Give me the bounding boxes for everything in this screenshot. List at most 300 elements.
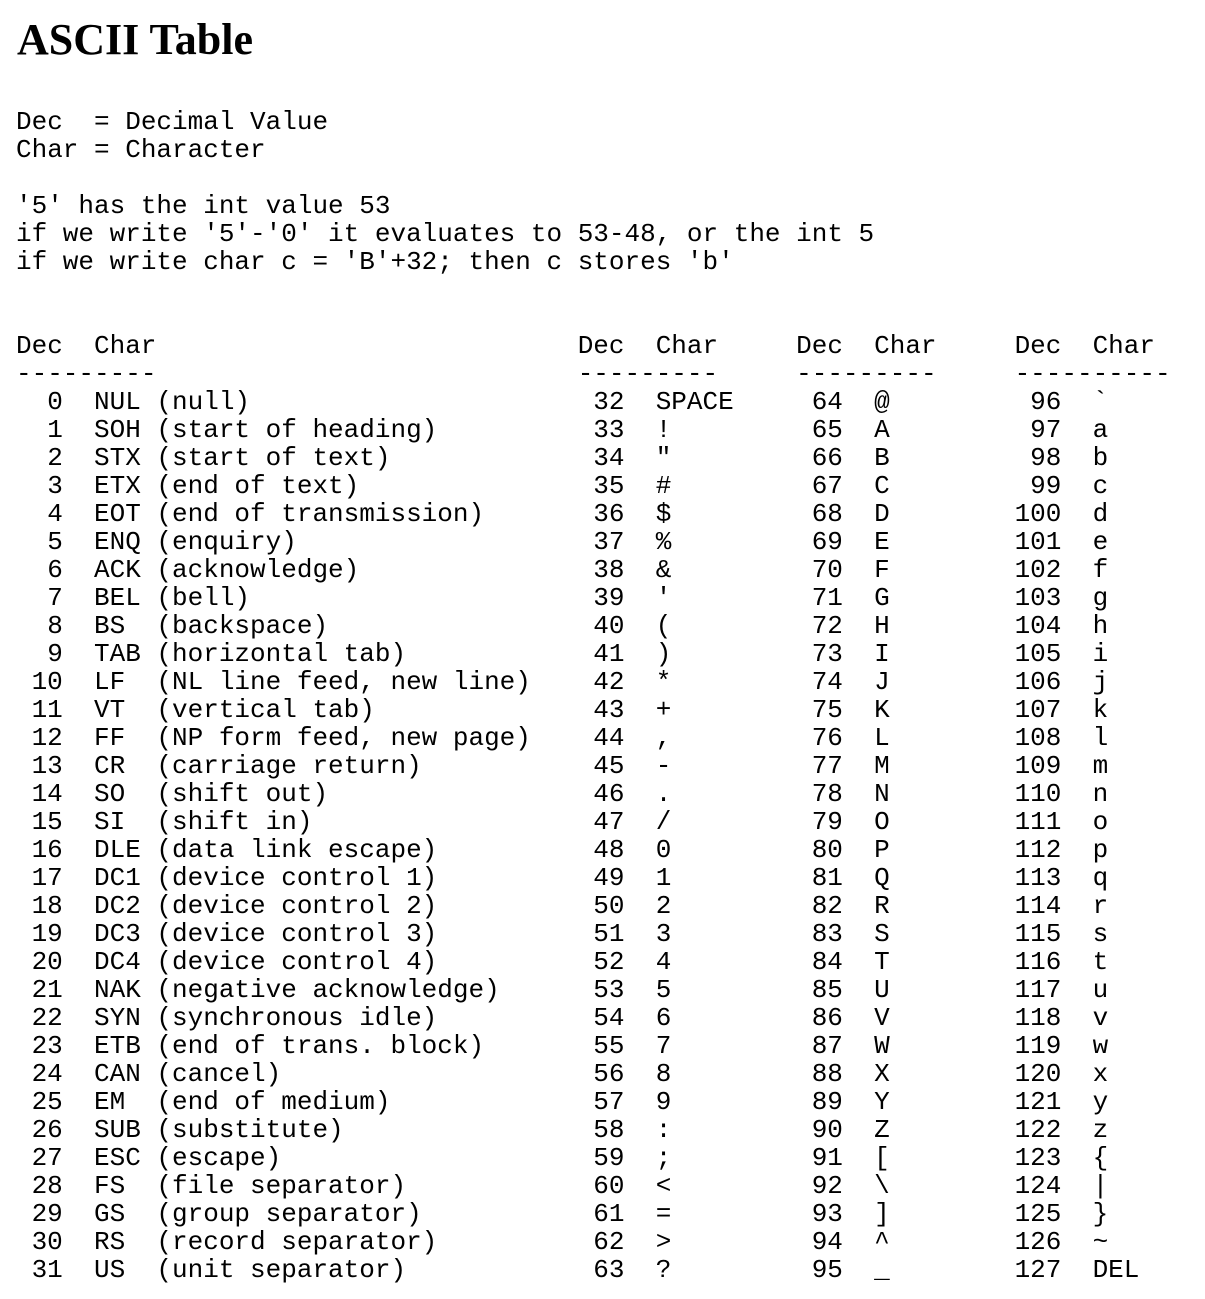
dec-value: 29: [31, 1199, 63, 1229]
dec-value: 14: [31, 779, 63, 809]
header-dec: Dec: [16, 331, 63, 361]
dec-value: 50: [593, 891, 625, 921]
header-dec: Dec: [577, 331, 625, 361]
dec-value: 9: [47, 639, 63, 669]
dec-value: 58: [593, 1115, 625, 1145]
dec-value: 6: [47, 555, 63, 585]
dec-value: 34: [593, 443, 625, 473]
dec-value: 44: [593, 723, 625, 753]
dec-value: 57: [593, 1087, 625, 1117]
char-value: /: [655, 807, 672, 837]
dec-value: 19: [31, 919, 63, 949]
char-value: f: [1092, 555, 1109, 585]
char-value: O: [874, 807, 890, 837]
header-char: Char: [655, 331, 719, 361]
char-value: b: [1092, 443, 1109, 473]
dec-value: 40: [593, 611, 625, 641]
control-code: EM: [94, 1087, 126, 1117]
dec-value: 111: [1014, 807, 1062, 837]
char-value: E: [874, 527, 890, 557]
char-value: ?: [655, 1255, 672, 1285]
char-description: (end of text): [156, 471, 360, 501]
char-value: e: [1092, 527, 1109, 557]
dec-value: 11: [31, 695, 63, 725]
dec-value: 41: [593, 639, 625, 669]
char-value: [: [874, 1143, 890, 1173]
char-value: =: [655, 1199, 672, 1229]
control-code: DC4: [94, 947, 141, 977]
dec-value: 52: [593, 947, 625, 977]
char-value: ~: [1092, 1227, 1109, 1257]
dec-value: 13: [31, 751, 63, 781]
char-description: (shift out): [156, 779, 329, 809]
char-value: x: [1092, 1059, 1109, 1089]
dec-value: 61: [593, 1199, 625, 1229]
char-value: a: [1092, 415, 1109, 445]
dec-value: 90: [811, 1115, 843, 1145]
char-description: (end of medium): [156, 1087, 391, 1117]
dec-value: 68: [811, 499, 843, 529]
dec-value: 1: [47, 415, 63, 445]
char-value: K: [874, 695, 890, 725]
char-value: B: [874, 443, 890, 473]
char-value: y: [1092, 1087, 1109, 1117]
dec-value: 77: [811, 751, 843, 781]
dec-value: 89: [811, 1087, 843, 1117]
char-value: g: [1092, 583, 1109, 613]
char-value: D: [874, 499, 890, 529]
char-value: }: [1092, 1199, 1109, 1229]
char-value: 5: [655, 975, 672, 1005]
control-code: ACK: [94, 555, 141, 585]
header-char: Char: [94, 331, 157, 361]
char-value: G: [874, 583, 890, 613]
header-rule: ---------: [16, 359, 157, 389]
dec-value: 49: [593, 863, 625, 893]
control-code: SUB: [94, 1115, 141, 1145]
char-value: j: [1092, 667, 1109, 697]
dec-value: 43: [593, 695, 625, 725]
char-value: 2: [655, 891, 672, 921]
dec-value: 20: [31, 947, 63, 977]
dec-value: 74: [811, 667, 843, 697]
dec-value: 65: [811, 415, 843, 445]
dec-value: 60: [593, 1171, 625, 1201]
dec-value: 31: [31, 1255, 63, 1285]
dec-value: 22: [31, 1003, 63, 1033]
char-value: o: [1092, 807, 1109, 837]
dec-value: 55: [593, 1031, 625, 1061]
char-value: P: [874, 835, 890, 865]
char-value: 1: [655, 863, 672, 893]
char-value: #: [655, 471, 672, 501]
dec-value: 3: [47, 471, 63, 501]
char-value: *: [655, 667, 672, 697]
legend-dec: Dec = Decimal Value: [16, 107, 329, 137]
dec-value: 45: [593, 751, 625, 781]
page-title: ASCII Table: [17, 15, 254, 64]
control-code: US: [94, 1255, 126, 1285]
dec-value: 97: [1030, 415, 1062, 445]
char-value: !: [655, 415, 672, 445]
char-value: V: [874, 1003, 890, 1033]
note: if we write char c = 'B'+32; then c stores 'b': [16, 247, 734, 277]
char-description: (start of text): [156, 443, 391, 473]
char-description: (file separator): [156, 1171, 407, 1201]
char-value: I: [874, 639, 890, 669]
dec-value: 56: [593, 1059, 625, 1089]
dec-value: 10: [31, 667, 63, 697]
char-value: .: [655, 779, 672, 809]
dec-value: 118: [1014, 1003, 1062, 1033]
dec-value: 96: [1030, 387, 1062, 417]
char-description: (carriage return): [156, 751, 422, 781]
dec-value: 32: [593, 387, 625, 417]
dec-value: 93: [811, 1199, 843, 1229]
char-description: (substitute): [156, 1115, 344, 1145]
control-code: DC2: [94, 891, 141, 921]
char-value: Z: [874, 1115, 890, 1145]
dec-value: 4: [47, 499, 63, 529]
dec-value: 123: [1014, 1143, 1062, 1173]
dec-value: 64: [811, 387, 843, 417]
dec-value: 59: [593, 1143, 625, 1173]
control-code: SOH: [94, 415, 141, 445]
char-description: (device control 1): [156, 863, 438, 893]
dec-value: 23: [31, 1031, 63, 1061]
header-char: Char: [874, 331, 937, 361]
dec-value: 71: [811, 583, 843, 613]
char-description: (horizontal tab): [156, 639, 407, 669]
char-value: d: [1092, 499, 1109, 529]
dec-value: 26: [31, 1115, 63, 1145]
control-code: ETB: [94, 1031, 141, 1061]
dec-value: 104: [1014, 611, 1062, 641]
dec-value: 36: [593, 499, 625, 529]
dec-value: 95: [811, 1255, 843, 1285]
char-description: (acknowledge): [156, 555, 360, 585]
dec-value: 112: [1014, 835, 1062, 865]
char-value: N: [874, 779, 890, 809]
char-value: c: [1092, 471, 1109, 501]
dec-value: 88: [811, 1059, 843, 1089]
char-value: l: [1092, 723, 1109, 753]
char-value: R: [874, 891, 890, 921]
control-code: BS: [94, 611, 126, 641]
char-value: :: [655, 1115, 672, 1145]
dec-value: 126: [1014, 1227, 1062, 1257]
dec-value: 8: [47, 611, 63, 641]
dec-value: 25: [31, 1087, 63, 1117]
dec-value: 99: [1030, 471, 1062, 501]
dec-value: 75: [811, 695, 843, 725]
char-value: u: [1092, 975, 1109, 1005]
control-code: LF: [94, 667, 126, 697]
char-value: t: [1092, 947, 1109, 977]
dec-value: 51: [593, 919, 625, 949]
dec-value: 116: [1014, 947, 1062, 977]
char-value: n: [1092, 779, 1109, 809]
char-value: m: [1092, 751, 1109, 781]
char-value: F: [874, 555, 890, 585]
char-value: <: [655, 1171, 672, 1201]
dec-value: 105: [1014, 639, 1062, 669]
char-value: q: [1092, 863, 1109, 893]
char-value: M: [874, 751, 890, 781]
dec-value: 79: [811, 807, 843, 837]
char-value: k: [1092, 695, 1109, 725]
control-code: STX: [94, 443, 141, 473]
char-value: ,: [655, 723, 672, 753]
dec-value: 101: [1014, 527, 1062, 557]
dec-value: 70: [811, 555, 843, 585]
dec-value: 15: [31, 807, 63, 837]
char-value: (: [655, 611, 672, 641]
dec-value: 30: [31, 1227, 63, 1257]
char-description: (shift in): [156, 807, 313, 837]
control-code: TAB: [94, 639, 141, 669]
char-description: (synchronous idle): [156, 1003, 438, 1033]
char-value: \: [874, 1171, 890, 1201]
char-value: SPACE: [655, 387, 734, 417]
char-value: &: [655, 555, 672, 585]
dec-value: 82: [811, 891, 843, 921]
char-description: (end of transmission): [156, 499, 485, 529]
char-value: {: [1092, 1143, 1109, 1173]
control-code: ESC: [94, 1143, 141, 1173]
dec-value: 73: [811, 639, 843, 669]
dec-value: 16: [31, 835, 63, 865]
dec-value: 120: [1014, 1059, 1062, 1089]
dec-value: 127: [1014, 1255, 1062, 1285]
char-value: r: [1092, 891, 1109, 921]
dec-value: 42: [593, 667, 625, 697]
control-code: RS: [94, 1227, 126, 1257]
char-description: (NP form feed, new page): [156, 723, 531, 753]
char-value: v: [1092, 1003, 1109, 1033]
dec-value: 100: [1014, 499, 1062, 529]
dec-value: 84: [811, 947, 843, 977]
char-description: (data link escape): [156, 835, 438, 865]
char-value: 6: [655, 1003, 672, 1033]
legend-char: Char = Character: [16, 135, 266, 165]
char-description: (negative acknowledge): [156, 975, 500, 1005]
char-value: Q: [874, 863, 890, 893]
char-value: DEL: [1092, 1255, 1140, 1285]
char-description: (NL line feed, new line): [156, 667, 531, 697]
char-value: C: [874, 471, 890, 501]
control-code: FS: [94, 1171, 126, 1201]
control-code: FF: [94, 723, 126, 753]
char-value: ;: [655, 1143, 672, 1173]
char-description: (vertical tab): [156, 695, 375, 725]
char-description: (start of heading): [156, 415, 438, 445]
dec-value: 91: [811, 1143, 843, 1173]
dec-value: 119: [1014, 1031, 1062, 1061]
control-code: SI: [94, 807, 126, 837]
control-code: GS: [94, 1199, 126, 1229]
char-value: -: [655, 751, 672, 781]
char-value: p: [1092, 835, 1109, 865]
dec-value: 27: [31, 1143, 63, 1173]
dec-value: 98: [1030, 443, 1062, 473]
char-value: $: [655, 499, 672, 529]
char-value: |: [1092, 1171, 1109, 1201]
header-rule: ---------: [577, 359, 719, 389]
dec-value: 122: [1014, 1115, 1062, 1145]
dec-value: 38: [593, 555, 625, 585]
dec-value: 103: [1014, 583, 1062, 613]
control-code: SYN: [94, 1003, 141, 1033]
char-value: ^: [874, 1227, 890, 1257]
dec-value: 110: [1014, 779, 1062, 809]
dec-value: 24: [31, 1059, 63, 1089]
ascii-table: [16, 0, 1205, 1299]
dec-value: 121: [1014, 1087, 1062, 1117]
control-code: DC1: [94, 863, 141, 893]
char-description: (group separator): [156, 1199, 422, 1229]
dec-value: 18: [31, 891, 63, 921]
dec-value: 28: [31, 1171, 63, 1201]
control-code: DLE: [94, 835, 141, 865]
dec-value: 114: [1014, 891, 1062, 921]
char-value: A: [874, 415, 890, 445]
control-code: ENQ: [94, 527, 141, 557]
char-value: H: [874, 611, 890, 641]
control-code: CR: [94, 751, 126, 781]
char-value: U: [874, 975, 890, 1005]
dec-value: 37: [593, 527, 625, 557]
char-description: (device control 4): [156, 947, 438, 977]
dec-value: 76: [811, 723, 843, 753]
char-value: X: [874, 1059, 890, 1089]
dec-value: 78: [811, 779, 843, 809]
dec-value: 81: [811, 863, 843, 893]
dec-value: 47: [593, 807, 625, 837]
char-value: W: [874, 1031, 890, 1061]
char-value: z: [1092, 1115, 1109, 1145]
control-code: ETX: [94, 471, 141, 501]
char-description: (null): [156, 387, 251, 417]
dec-value: 113: [1014, 863, 1062, 893]
char-value: @: [874, 387, 890, 417]
dec-value: 115: [1014, 919, 1062, 949]
dec-value: 106: [1014, 667, 1062, 697]
char-description: (cancel): [156, 1059, 282, 1089]
char-description: (escape): [156, 1143, 282, 1173]
char-value: Y: [874, 1087, 890, 1117]
char-description: (end of trans. block): [156, 1031, 485, 1061]
char-value: 9: [655, 1087, 672, 1117]
dec-value: 39: [593, 583, 625, 613]
header-rule: ---------: [796, 359, 937, 389]
char-value: s: [1092, 919, 1109, 949]
dec-value: 2: [47, 443, 63, 473]
control-code: SO: [94, 779, 126, 809]
control-code: VT: [94, 695, 126, 725]
dec-value: 94: [811, 1227, 843, 1257]
dec-value: 92: [811, 1171, 843, 1201]
char-value: _: [874, 1255, 890, 1285]
dec-value: 21: [31, 975, 63, 1005]
dec-value: 46: [593, 779, 625, 809]
char-description: (backspace): [156, 611, 329, 641]
dec-value: 72: [811, 611, 843, 641]
dec-value: 87: [811, 1031, 843, 1061]
char-value: 8: [655, 1059, 672, 1089]
dec-value: 69: [811, 527, 843, 557]
char-value: ]: [874, 1199, 890, 1229]
char-value: %: [655, 527, 672, 557]
control-code: CAN: [94, 1059, 141, 1089]
dec-value: 102: [1014, 555, 1062, 585]
char-value: S: [874, 919, 890, 949]
char-description: (record separator): [156, 1227, 438, 1257]
char-description: (device control 2): [156, 891, 438, 921]
control-code: DC3: [94, 919, 141, 949]
dec-value: 54: [593, 1003, 625, 1033]
note: '5' has the int value 53: [16, 191, 391, 221]
char-value: w: [1092, 1031, 1109, 1061]
dec-value: 66: [811, 443, 843, 473]
dec-value: 63: [593, 1255, 625, 1285]
dec-value: 86: [811, 1003, 843, 1033]
char-value: `: [1092, 387, 1109, 417]
note: if we write '5'-'0' it evaluates to 53-48, or the int 5: [16, 219, 875, 249]
dec-value: 0: [47, 387, 63, 417]
dec-value: 35: [593, 471, 625, 501]
header-dec: Dec: [796, 331, 843, 361]
dec-value: 48: [593, 835, 625, 865]
dec-value: 108: [1014, 723, 1062, 753]
control-code: NUL: [94, 387, 141, 417]
control-code: NAK: [94, 975, 141, 1005]
dec-value: 33: [593, 415, 625, 445]
char-value: h: [1092, 611, 1109, 641]
char-value: ": [655, 443, 672, 473]
dec-value: 67: [811, 471, 843, 501]
control-code: EOT: [94, 499, 141, 529]
char-value: 0: [655, 835, 672, 865]
char-value: 3: [655, 919, 672, 949]
control-code: BEL: [94, 583, 141, 613]
dec-value: 109: [1014, 751, 1062, 781]
char-value: +: [655, 695, 672, 725]
header-rule: ----------: [1014, 359, 1171, 389]
char-value: ): [655, 639, 672, 669]
dec-value: 83: [811, 919, 843, 949]
char-value: J: [874, 667, 890, 697]
char-value: i: [1092, 639, 1109, 669]
dec-value: 62: [593, 1227, 625, 1257]
dec-value: 85: [811, 975, 843, 1005]
header-dec: Dec: [1014, 331, 1062, 361]
dec-value: 125: [1014, 1199, 1062, 1229]
char-value: ': [655, 583, 672, 613]
dec-value: 80: [811, 835, 843, 865]
dec-value: 117: [1014, 975, 1062, 1005]
char-value: L: [874, 723, 890, 753]
dec-value: 107: [1014, 695, 1062, 725]
char-value: >: [655, 1227, 672, 1257]
dec-value: 12: [31, 723, 63, 753]
char-value: 7: [655, 1031, 672, 1061]
char-value: T: [874, 947, 890, 977]
dec-value: 5: [47, 527, 63, 557]
char-description: (unit separator): [156, 1255, 407, 1285]
dec-value: 124: [1014, 1171, 1062, 1201]
char-description: (device control 3): [156, 919, 438, 949]
